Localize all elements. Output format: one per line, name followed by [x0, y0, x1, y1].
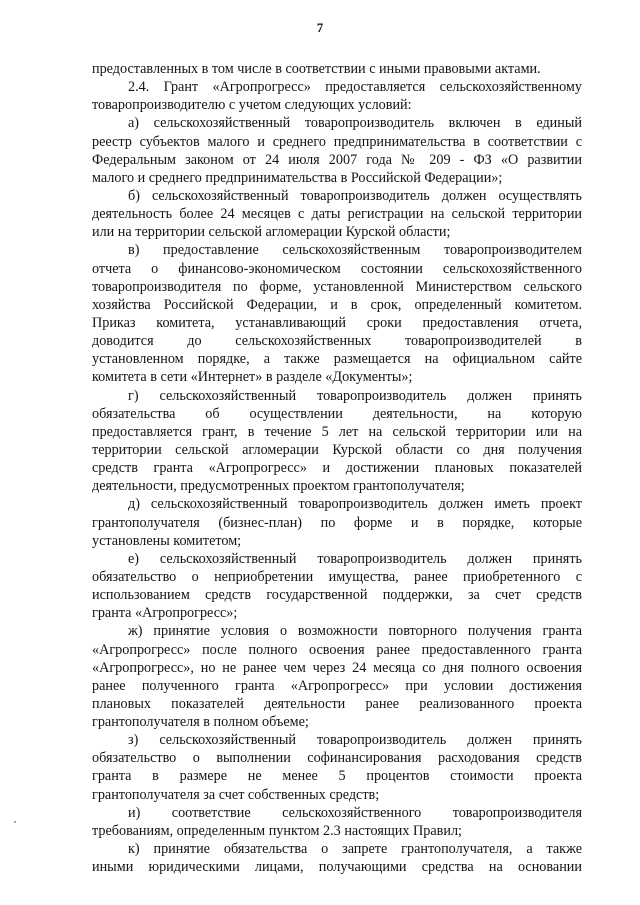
text-line: ранее полученного гранта «Агропрогресс» при условии достижения — [92, 677, 582, 694]
text-line: обязательства об осуществлении деятельности, на которую — [92, 405, 582, 422]
text-line: хозяйства Российской Федерации, и в срок, определенный комитетом. — [92, 296, 582, 313]
text-line: и) соответствие сельскохозяйственного товаропроизводителя — [128, 804, 582, 821]
document-text — [92, 60, 582, 876]
text-line: з) сельскохозяйственный товаропроизводитель должен принять — [128, 732, 582, 749]
text-line: малого и среднего предпринимательства в Российской Федерации»; — [92, 169, 503, 186]
text-line: грантополучателя за счет собственных средств; — [92, 786, 380, 803]
scan-speck — [14, 821, 16, 823]
text-line: Приказ комитета, устанавливающий сроки предоставления отчета, — [92, 314, 582, 331]
page-number: 7 — [316, 20, 324, 35]
text-line: в) предоставление сельскохозяйственным товаропроизводителем — [128, 242, 582, 259]
text-line: плановых показателей деятельности ранее реализованного проекта — [92, 695, 582, 712]
text-line: отчета о финансово-экономическом состоянии сельскохозяйственного — [92, 260, 582, 277]
text-line: а) сельскохозяйственный товаропроизводитель включен в единый — [128, 115, 582, 132]
text-line: деятельности, предусмотренных проектом грантополучателя; — [92, 478, 465, 495]
text-line: реестр субъектов малого и среднего предпринимательства в соответствии с — [92, 133, 582, 150]
text-line: «Агропрогресс» после полного освоения ранее предоставленного гранта — [92, 641, 582, 658]
text-line: средств гранта «Агропрогресс» и достижении плановых показателей — [92, 460, 582, 477]
text-line: обязательство о неприобретении имущества, ранее приобретенного с — [92, 568, 582, 585]
text-line: г) сельскохозяйственный товаропроизводитель должен принять — [128, 387, 582, 404]
text-line: гранта в размере не менее 5 процентов стоимости проекта — [92, 768, 582, 785]
text-line: требованиям, определенным пунктом 2.3 настоящих Правил; — [92, 822, 462, 839]
text-line: б) сельскохозяйственный товаропроизводитель должен осуществлять — [128, 187, 582, 204]
text-line: д) сельскохозяйственный товаропроизводитель должен иметь проект — [128, 496, 582, 513]
text-line: грантополучателя в полном объеме; — [92, 714, 309, 731]
text-line: е) сельскохозяйственный товаропроизводитель должен принять — [128, 550, 582, 567]
text-line: товаропроизводителя по форме, установленной Министерством сельского — [92, 278, 582, 295]
text-line: использованием средств государственной поддержки, за счет средств — [92, 587, 582, 604]
text-line: обязательство о выполнении софинансирования расходования средств — [92, 750, 582, 767]
text-line: к) принятие обязательства о запрете грантополучателя, а также — [128, 841, 582, 858]
text-line: ж) принятие условия о возможности повторного получения гранта — [128, 623, 582, 640]
text-line: или на территории сельской агломерации Курской области; — [92, 224, 451, 241]
text-line: предоставленных в том числе в соответствии с иными правовыми актами. — [92, 61, 541, 77]
text-line: деятельность более 24 месяцев с даты регистрации на сельской территории — [92, 206, 582, 223]
text-line: «Агропрогресс», но не ранее чем через 24 месяца со дня полного освоения — [92, 659, 582, 676]
text-line: 2.4. Грант «Агропрогресс» предоставляется сельскохозяйственному — [128, 79, 582, 96]
text-line: предоставляется грант, в течение 5 лет на сельской территории или на — [92, 423, 582, 440]
text-line: гранта «Агропрогресс»; — [92, 605, 238, 622]
text-line: грантополучателя (бизнес-план) по форме и в порядке, которые — [92, 514, 582, 531]
text-line: установлены комитетом; — [92, 532, 242, 549]
text-line: комитета в сети «Интернет» в разделе «Документы»; — [92, 369, 413, 386]
text-line: доводится до сельскохозяйственных товаропроизводителей в — [92, 333, 582, 350]
text-line: установленном порядке, а также размещается на официальном сайте — [92, 351, 582, 368]
text-line: иными юридическими лицами, получающими средства на основании — [92, 859, 582, 876]
text-line: Федеральным законом от 24 июля 2007 года № 209 - ФЗ «О развитии — [92, 151, 582, 168]
text-line: товаропроизводителю с учетом следующих условий: — [92, 97, 412, 114]
text-line: территории сельской агломерации Курской области со дня получения — [92, 441, 582, 458]
